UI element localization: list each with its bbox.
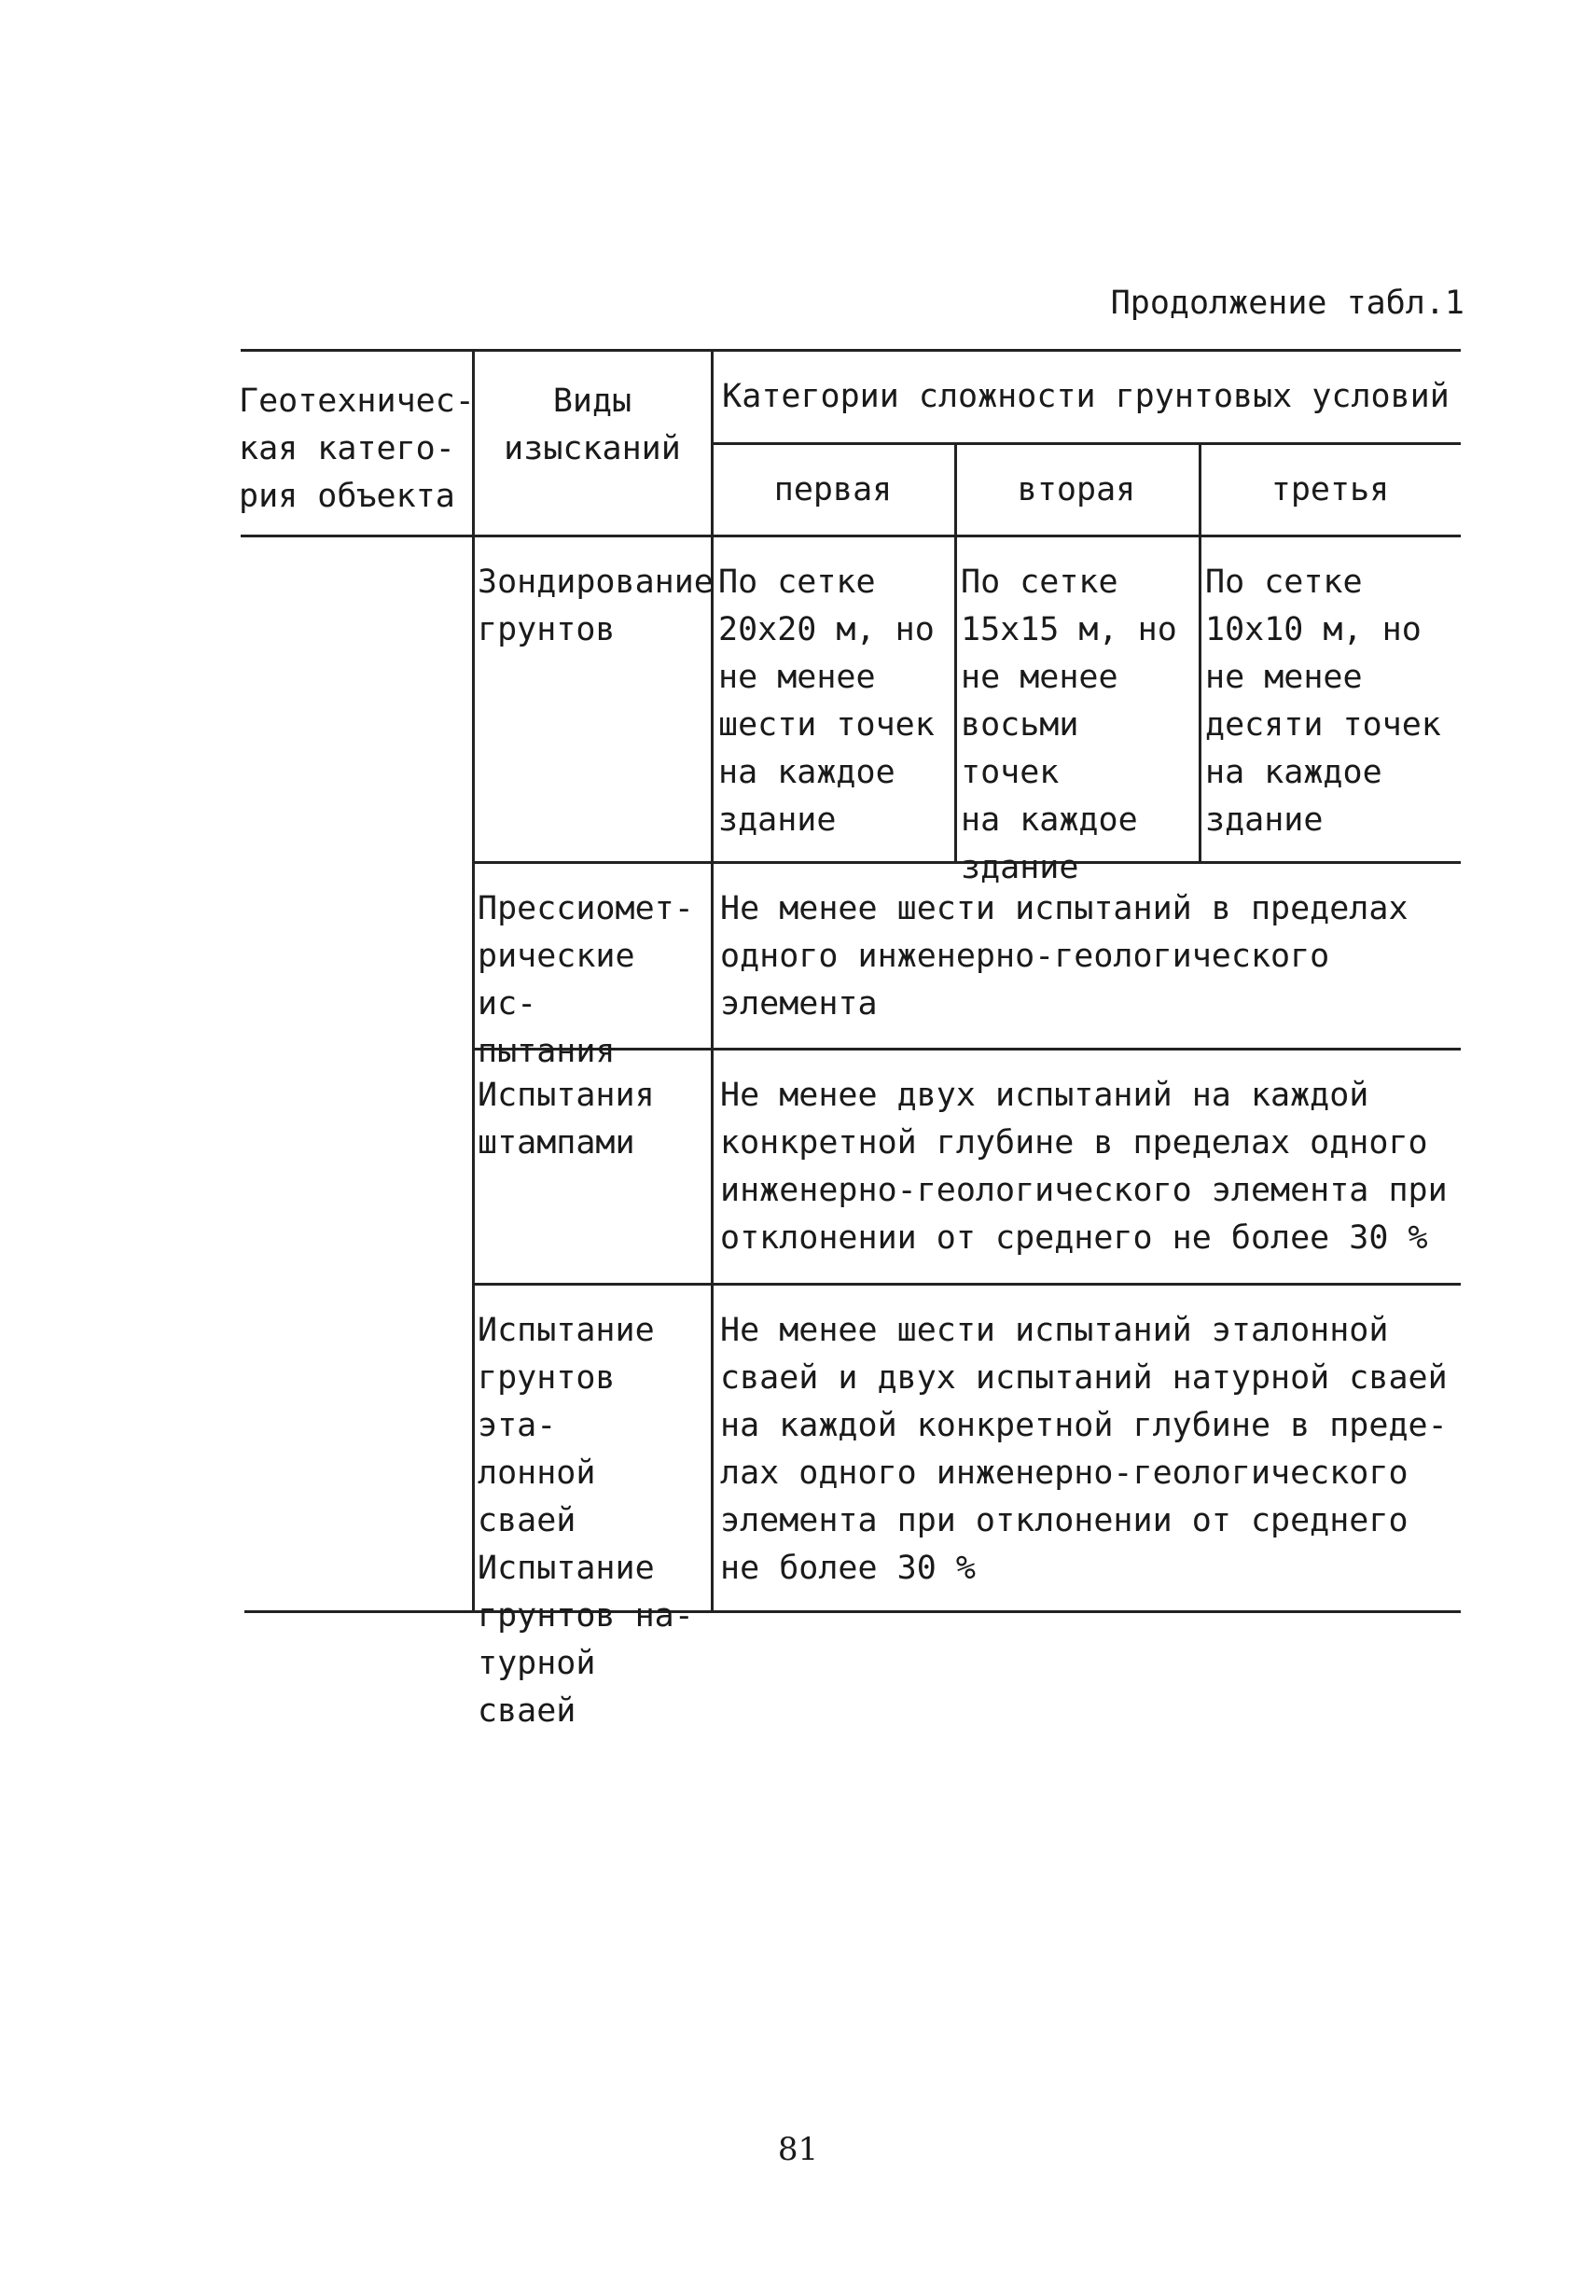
table-top-rule xyxy=(241,349,1461,352)
table-row-4-type: Испытание грунтов эта- лонной сваей Испытание грунтов на- турной сваей xyxy=(478,1312,694,1730)
page-number: 81 xyxy=(777,2131,819,2168)
header-survey-types: Виды изысканий xyxy=(504,383,681,467)
header-first: первая xyxy=(773,471,893,508)
table-row-1-first: По сетке 20x20 м, но не менее шести точек на каждое здание xyxy=(718,564,935,839)
table-row-3-type: Испытания штампами xyxy=(478,1077,655,1162)
header-third: третья xyxy=(1270,471,1390,508)
header-geotech-category: Геотехничес- кая катего- рия объекта xyxy=(239,383,475,515)
header-bottom-rule xyxy=(241,535,1461,537)
col-divider-1 xyxy=(472,349,475,1610)
table-bottom-rule xyxy=(244,1610,1461,1613)
col-divider-2 xyxy=(711,349,714,1610)
table-row-2-text: Не менее шести испытаний в пределах одного инженерно-геологического элемента xyxy=(720,890,1409,1023)
table-row-3-text: Не менее двух испытаний на каждой конкретной глубине в пределах одного инженерно-геологического элемента при отклонении от среднего не более 30 % xyxy=(720,1077,1448,1257)
header-group-rule xyxy=(711,442,1461,445)
table-row-1-second: По сетке 15x15 м, но не менее восьми точек на каждое здание xyxy=(961,564,1177,886)
row-rule-3 xyxy=(472,1283,1461,1286)
table-caption: Продолжение табл.1 xyxy=(1110,285,1464,322)
header-second: вторая xyxy=(1017,471,1136,508)
header-complexity-categories: Категории сложности грунтовых условий xyxy=(722,378,1450,415)
table-row-1-type: Зондирование грунтов xyxy=(478,564,714,648)
table-row-2-type: Прессиомет- рические ис- пытания xyxy=(478,890,694,1070)
table-row-1-third: По сетке 10x10 м, но не менее десяти точек на каждое здание xyxy=(1205,564,1441,839)
table-row-4-text: Не менее шести испытаний эталонной сваей и двух испытаний натурной сваей на каждой конкретной глубине в преде- лах одного инженерно-геологического элемента при отклонении от среднего не более 30 % xyxy=(720,1312,1448,1587)
